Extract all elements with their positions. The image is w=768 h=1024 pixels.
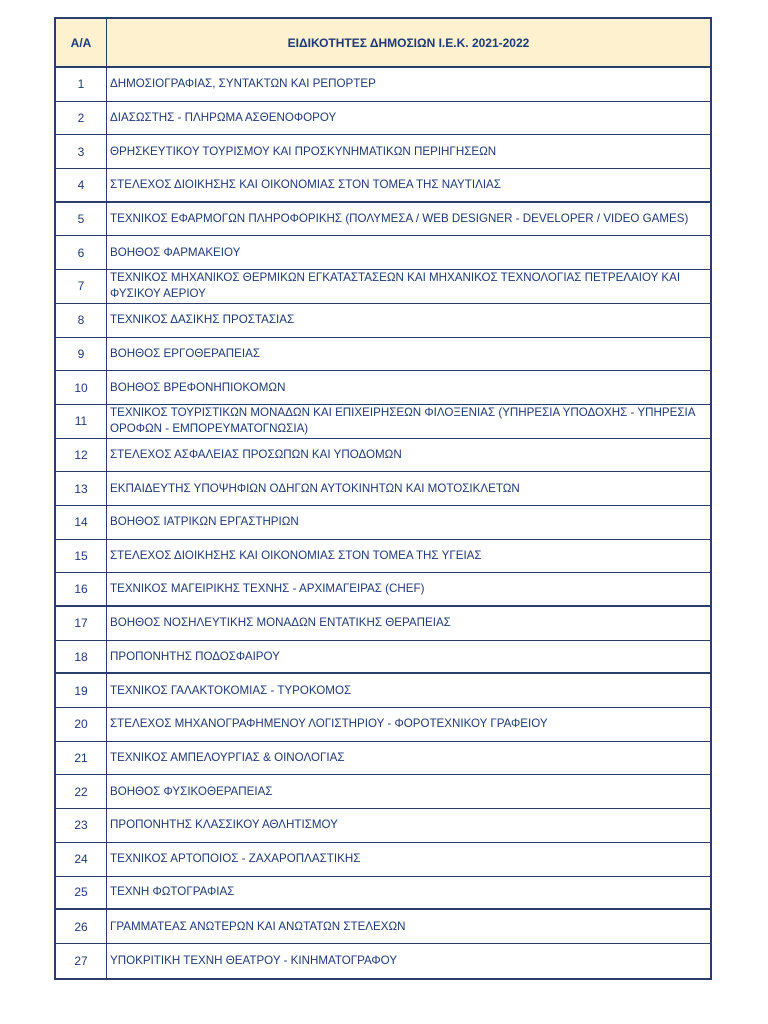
header-title: ΕΙΔΙΚΟΤΗΤΕΣ ΔΗΜΟΣΙΩΝ Ι.Ε.Κ. 2021-2022 [287,35,530,50]
table-row [56,304,710,338]
table-row [56,742,710,776]
row-specialty: ΣΤΕΛΕΧΟΣ ΑΣΦΑΛΕΙΑΣ ΠΡΟΣΩΠΩΝ ΚΑΙ ΥΠΟΔΟΜΩΝ [110,447,402,461]
row-specialty: ΒΟΗΘΟΣ ΦΑΡΜΑΚΕΙΟΥ [110,245,241,259]
table-row [56,573,710,607]
table-row [56,708,710,742]
row-specialty: ΤΕΧΝΙΚΟΣ ΔΑΣΙΚΗΣ ΠΡΟΣΤΑΣΙΑΣ [110,313,295,327]
table-row [56,169,710,203]
table-row [56,405,710,439]
row-number: 18 [56,641,107,673]
table-row [56,540,710,574]
row-number: 9 [56,338,107,371]
table-row [56,135,710,169]
row-specialty: ΤΕΧΝΙΚΟΣ ΑΡΤΟΠΟΙΟΣ - ΖΑΧΑΡΟΠΛΑΣΤΙΚΗΣ [110,852,361,866]
table-row [56,472,710,506]
table-row [56,775,710,809]
row-specialty: ΣΤΕΛΕΧΟΣ ΜΗΧΑΝΟΓΡΑΦΗΜΕΝΟΥ ΛΟΓΙΣΤΗΡΙΟΥ - ΦΟΡΟΤΕΧΝΙΚΟΥ ΓΡΑΦΕΙΟΥ [110,717,548,731]
table-row [56,203,710,237]
row-number: 26 [56,910,107,943]
row-specialty: ΒΟΗΘΟΣ ΝΟΣΗΛΕΥΤΙΚΗΣ ΜΟΝΑΔΩΝ ΕΝΤΑΤΙΚΗΣ ΘΕΡΑΠΕΙΑΣ [110,616,451,630]
table-row [56,270,710,304]
row-number: 22 [56,775,107,808]
row-number: 1 [56,68,107,101]
table-row [56,506,710,540]
row-specialty: ΠΡΟΠΟΝΗΤΗΣ ΚΛΑΣΣΙΚΟΥ ΑΘΛΗΤΙΣΜΟΥ [110,818,338,832]
row-specialty: ΣΤΕΛΕΧΟΣ ΔΙΟΙΚΗΣΗΣ ΚΑΙ ΟΙΚΟΝΟΜΙΑΣ ΣΤΟΝ ΤΟΜΕΑ ΤΗΣ ΥΓΕΙΑΣ [110,548,482,562]
specialties-table [54,17,712,980]
table-row [56,338,710,372]
row-number: 14 [56,506,107,539]
row-specialty: ΘΡΗΣΚΕΥΤΙΚΟΥ ΤΟΥΡΙΣΜΟΥ ΚΑΙ ΠΡΟΣΚΥΝΗΜΑΤΙΚΩΝ ΠΕΡΙΗΓΗΣΕΩΝ [110,144,497,158]
row-number: 5 [56,203,107,236]
row-number: 4 [56,169,107,201]
row-number: 16 [56,573,107,605]
table-row [56,843,710,877]
row-specialty: ΥΠΟΚΡΙΤΙΚΗ ΤΕΧΝΗ ΘΕΑΤΡΟΥ - ΚΙΝΗΜΑΤΟΓΡΑΦΟΥ [110,953,398,967]
table-row [56,877,710,911]
table-row [56,674,710,708]
row-specialty: ΒΟΗΘΟΣ ΙΑΤΡΙΚΩΝ ΕΡΓΑΣΤΗΡΙΩΝ [110,515,299,529]
table-row [56,236,710,270]
row-number: 2 [56,102,107,135]
row-specialty: ΤΕΧΝΙΚΟΣ ΤΟΥΡΙΣΤΙΚΩΝ ΜΟΝΑΔΩΝ ΚΑΙ ΕΠΙΧΕΙΡΗΣΕΩΝ ΦΙΛΟΞΕΝΙΑΣ (ΥΠΗΡΕΣΙΑ ΥΠΟΔΟΧΗΣ - ΥΠΗΡΕΣΙΑ ΟΡΟΦΩΝ - ΕΜΠΟΡΕΥΜΑΤΟΓΝΩΣΙΑ) [110,406,695,436]
row-number: 20 [56,708,107,741]
row-number: 6 [56,236,107,269]
row-specialty: ΤΕΧΝΗ ΦΩΤΟΓΡΑΦΙΑΣ [110,885,235,899]
row-number: 10 [56,371,107,404]
table-row [56,641,710,675]
row-number: 3 [56,135,107,168]
row-specialty: ΤΕΧΝΙΚΟΣ ΑΜΠΕΛΟΥΡΓΙΑΣ & ΟΙΝΟΛΟΓΙΑΣ [110,751,345,765]
row-specialty: ΤΕΧΝΙΚΟΣ ΓΑΛΑΚΤΟΚΟΜΙΑΣ - ΤΥΡΟΚΟΜΟΣ [110,683,352,697]
row-specialty: ΤΕΧΝΙΚΟΣ ΜΑΓΕΙΡΙΚΗΣ ΤΕΧΝΗΣ - ΑΡΧΙΜΑΓΕΙΡΑΣ (CHEF) [110,582,425,596]
row-specialty: ΤΕΧΝΙΚΟΣ ΕΦΑΡΜΟΓΩΝ ΠΛΗΡΟΦΟΡΙΚΗΣ (ΠΟΛΥΜΕΣΑ / WEB DESIGNER - DEVELOPER / VIDEO GAMES) [110,212,689,226]
table-row [56,371,710,405]
row-specialty: ΔΙΑΣΩΣΤΗΣ - ΠΛΗΡΩΜΑ ΑΣΘΕΝΟΦΟΡΟΥ [110,111,337,125]
table-row [56,910,710,944]
table-row [56,102,710,136]
row-specialty: ΓΡΑΜΜΑΤΕΑΣ ΑΝΩΤΕΡΩΝ ΚΑΙ ΑΝΩΤΑΤΩΝ ΣΤΕΛΕΧΩΝ [110,919,406,933]
table-row [56,439,710,473]
row-number: 8 [56,304,107,337]
table-row [56,68,710,102]
row-number: 23 [56,809,107,842]
row-specialty: ΒΟΗΘΟΣ ΕΡΓΟΘΕΡΑΠΕΙΑΣ [110,346,260,360]
row-number: 17 [56,607,107,640]
row-specialty: ΤΕΧΝΙΚΟΣ ΜΗΧΑΝΙΚΟΣ ΘΕΡΜΙΚΩΝ ΕΓΚΑΤΑΣΤΑΣΕΩΝ ΚΑΙ ΜΗΧΑΝΙΚΟΣ ΤΕΧΝΟΛΟΓΙΑΣ ΠΕΤΡΕΛΑΙΟΥ ΚΑΙ ΦΥΣΙΚΟΥ ΑΕΡΙΟΥ [110,271,681,301]
row-number: 25 [56,877,107,909]
table-body [56,68,710,978]
row-number: 19 [56,674,107,707]
row-number: 12 [56,439,107,472]
row-specialty: ΒΟΗΘΟΣ ΦΥΣΙΚΟΘΕΡΑΠΕΙΑΣ [110,784,273,798]
row-number: 13 [56,472,107,505]
row-specialty: ΒΟΗΘΟΣ ΒΡΕΦΟΝΗΠΙΟΚΟΜΩΝ [110,380,286,394]
row-specialty: ΕΚΠΑΙΔΕΥΤΗΣ ΥΠΟΨΗΦΙΩΝ ΟΔΗΓΩΝ ΑΥΤΟΚΙΝΗΤΩΝ ΚΑΙ ΜΟΤΟΣΙΚΛΕΤΩΝ [110,481,520,495]
row-number: 7 [56,270,107,303]
row-number: 15 [56,540,107,573]
row-number: 24 [56,843,107,876]
table-row [56,944,710,978]
table-header [56,19,710,68]
table-row [56,607,710,641]
header-number: Α/Α [56,19,107,66]
table-row [56,809,710,843]
row-number: 21 [56,742,107,775]
row-number: 11 [56,405,107,438]
row-specialty: ΔΗΜΟΣΙΟΓΡΑΦΙΑΣ, ΣΥΝΤΑΚΤΩΝ ΚΑΙ ΡΕΠΟΡΤΕΡ [110,77,376,91]
row-specialty: ΠΡΟΠΟΝΗΤΗΣ ΠΟΔΟΣΦΑΙΡΟΥ [110,649,280,663]
row-specialty: ΣΤΕΛΕΧΟΣ ΔΙΟΙΚΗΣΗΣ ΚΑΙ ΟΙΚΟΝΟΜΙΑΣ ΣΤΟΝ ΤΟΜΕΑ ΤΗΣ ΝΑΥΤΙΛΙΑΣ [110,177,501,191]
row-number: 27 [56,944,107,978]
